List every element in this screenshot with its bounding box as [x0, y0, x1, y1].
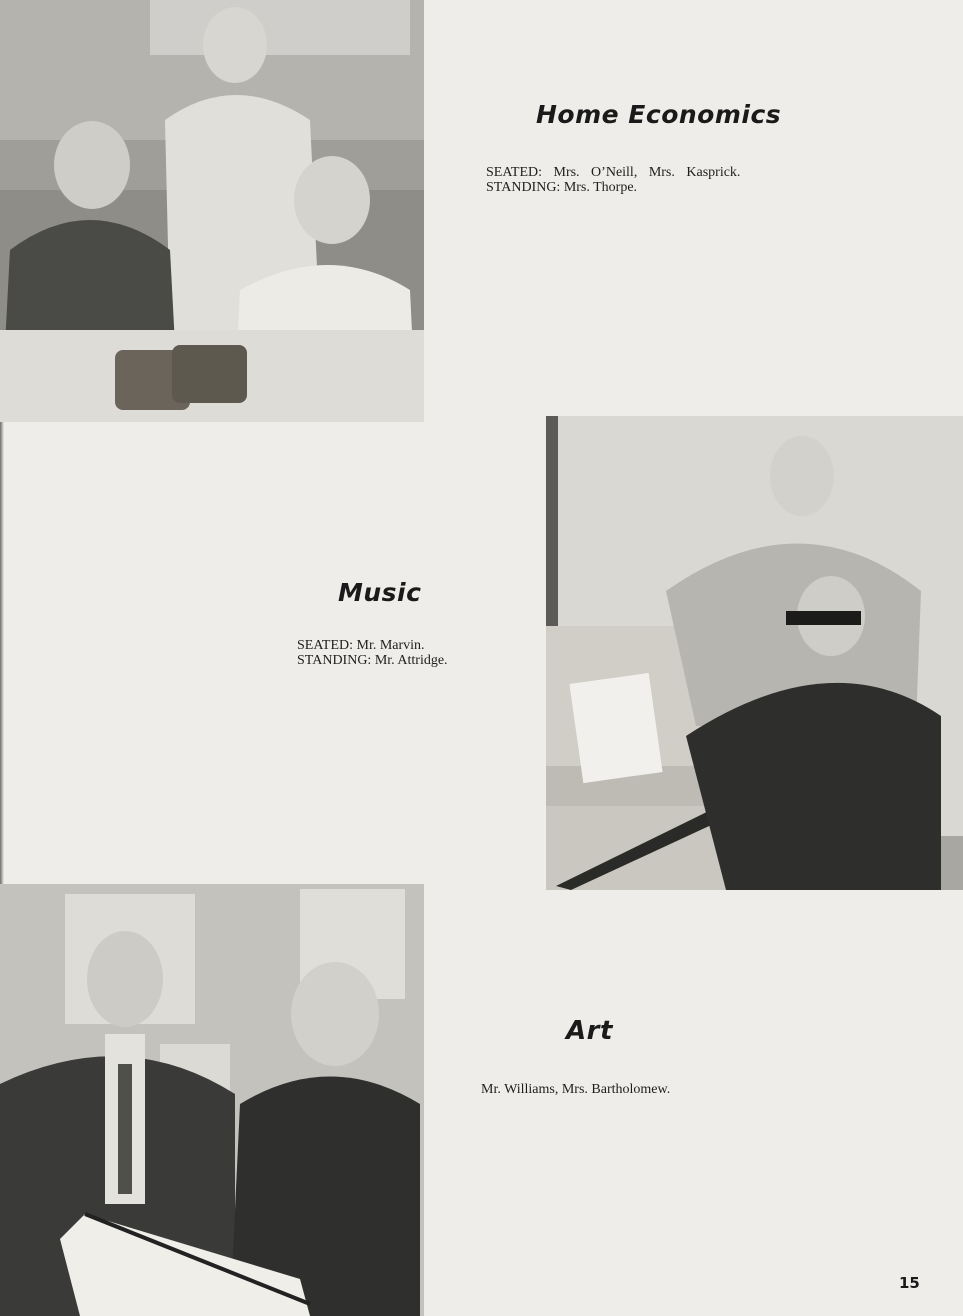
music-heading: Music	[338, 578, 422, 607]
home-economics-heading: Home Economics	[536, 100, 782, 129]
art-caption	[481, 1082, 670, 1097]
art-heading: Art	[566, 1016, 613, 1046]
caption-line: STANDING: Mr. Attridge.	[297, 653, 448, 668]
caption-line: SEATED: Mr. Marvin.	[297, 638, 425, 653]
home-economics-caption	[486, 165, 806, 195]
music-photo	[546, 416, 963, 890]
music-caption	[297, 638, 448, 668]
page-number: 15	[899, 1274, 920, 1292]
caption-line: Mr. Williams, Mrs. Bartholomew.	[481, 1082, 671, 1097]
home-economics-photo	[0, 0, 424, 422]
caption-line: SEATED: Mrs. O’Neill, Mrs. Kasprick.	[486, 165, 741, 180]
caption-line: STANDING: Mrs. Thorpe.	[486, 180, 638, 195]
art-photo	[0, 884, 424, 1316]
